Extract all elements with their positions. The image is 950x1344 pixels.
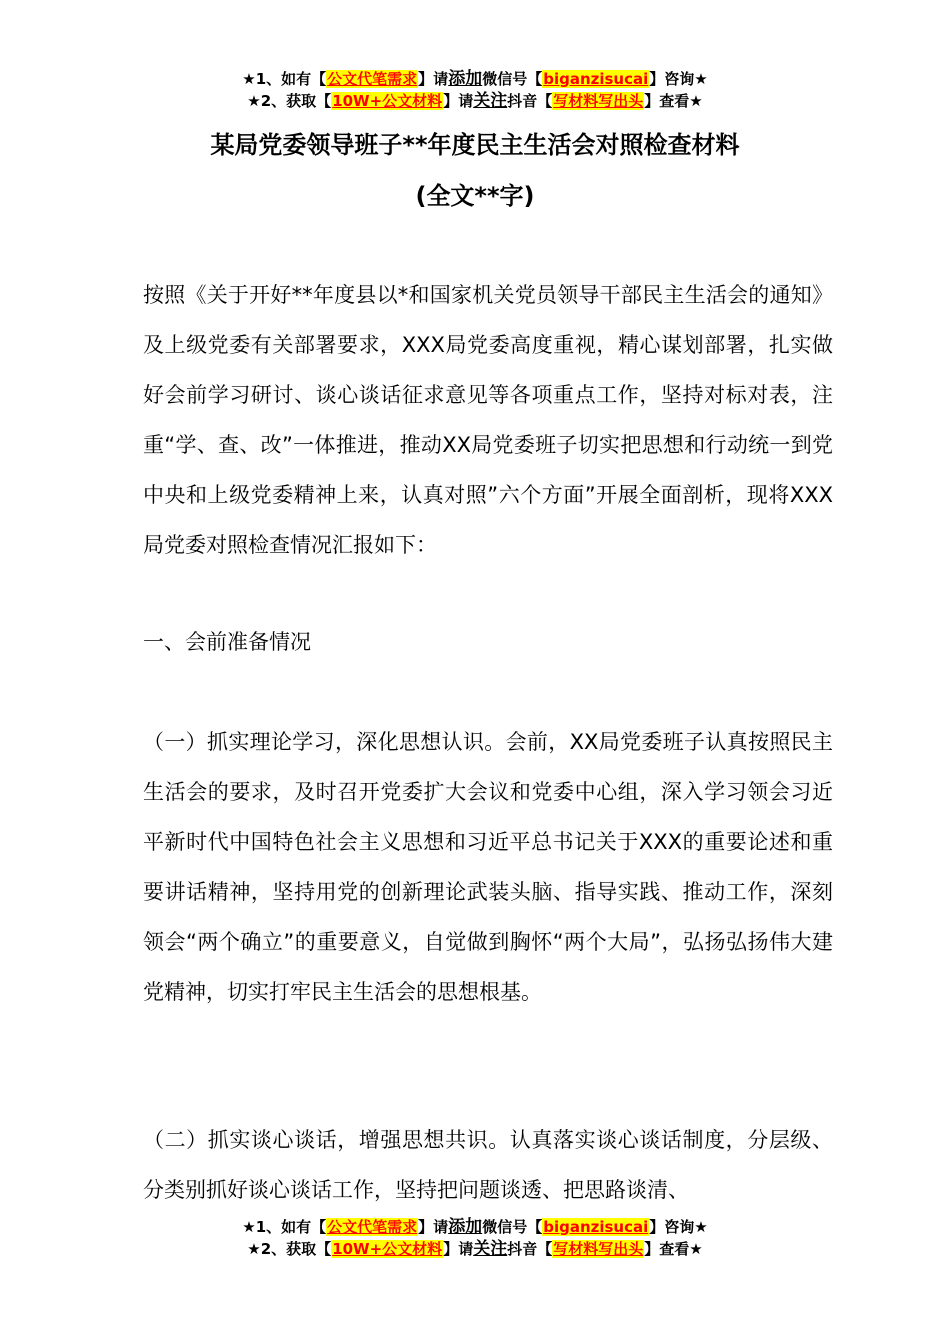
- banner-highlight: 10W+公文材料: [332, 1240, 443, 1258]
- banner-highlight: 写材料写出头: [553, 92, 644, 110]
- document-title: 某局党委领导班子**年度民主生活会对照检查材料: [210, 131, 740, 159]
- body-paragraph: （一）抓实理论学习，深化思想认识。会前，XX局党委班子认真按照民主生活会的要求，及时召开党委扩大会议和党委中心组，深入学习领会习近平新时代中国特色社会主义思想和习近平总书记关于XXX的重要论述和重要讲话精神，坚持用党的创新理论武装头脑、指导实践、推动工作，深刻领会“两个确立”的重要意义，自觉做到胸怀“两个大局”，弘扬弘扬伟大建党精神，切实打牢民主生活会的思想根基。: [143, 730, 833, 1004]
- banner-text: 】咨询★: [649, 70, 708, 88]
- banner-text: ★1、如有【: [242, 1218, 327, 1236]
- banner-text: ★1、如有【: [242, 70, 327, 88]
- banner-text: 抖音【: [507, 1240, 553, 1258]
- banner-line-1: [0, 1216, 950, 1238]
- banner-text: ★2、获取【: [247, 1240, 332, 1258]
- banner-text: 】咨询★: [649, 1218, 708, 1236]
- banner-line-1: [0, 68, 950, 90]
- banner-text: 】查看★: [644, 1240, 703, 1258]
- document-subtitle: (全文**字): [415, 182, 535, 210]
- banner-text: 抖音【: [507, 92, 553, 110]
- banner-emphasis: 关注: [473, 1239, 508, 1259]
- section-heading: 一、会前准备情况: [143, 630, 311, 654]
- banner-highlight: biganzisucai: [543, 70, 649, 88]
- banner-highlight: 写材料写出头: [553, 1240, 644, 1258]
- banner-line-2: [0, 1238, 950, 1260]
- banner-text: 】请: [418, 1218, 449, 1236]
- banner-text: 】请: [443, 1240, 474, 1258]
- banner-emphasis: 添加: [448, 1217, 483, 1237]
- banner-emphasis: 添加: [448, 69, 483, 89]
- banner-highlight: 公文代笔需求: [327, 70, 418, 88]
- banner-text: 微信号【: [482, 70, 543, 88]
- banner-text: 微信号【: [482, 1218, 543, 1236]
- banner-highlight: 公文代笔需求: [327, 1218, 418, 1236]
- banner-text: 】请: [418, 70, 449, 88]
- banner-text: ★2、获取【: [247, 92, 332, 110]
- bottom-banner: [0, 1216, 950, 1260]
- top-banner: [0, 68, 950, 112]
- banner-highlight: 10W+公文材料: [332, 92, 443, 110]
- banner-line-2: [0, 90, 950, 112]
- body-paragraph: （二）抓实谈心谈话，增强思想共识。认真落实谈心谈话制度，分层级、分类别抓好谈心谈话工作，坚持把问题谈透、把思路谈清、: [143, 1128, 833, 1202]
- banner-highlight: biganzisucai: [543, 1218, 649, 1236]
- banner-emphasis: 关注: [473, 91, 508, 111]
- banner-text: 】请: [443, 92, 474, 110]
- intro-paragraph: 按照《关于开好**年度县以*和国家机关党员领导干部民主生活会的通知》及上级党委有关部署要求，XXX局党委高度重视，精心谋划部署，扎实做好会前学习研讨、谈心谈话征求意见等各项重点工作，坚持对标对表，注重“学、查、改”一体推进，推动XX局党委班子切实把思想和行动统一到党中央和上级党委精神上来，认真对照”六个方面”开展全面剖析，现将XXX局党委对照检查情况汇报如下：: [143, 283, 833, 557]
- banner-text: 】查看★: [644, 92, 703, 110]
